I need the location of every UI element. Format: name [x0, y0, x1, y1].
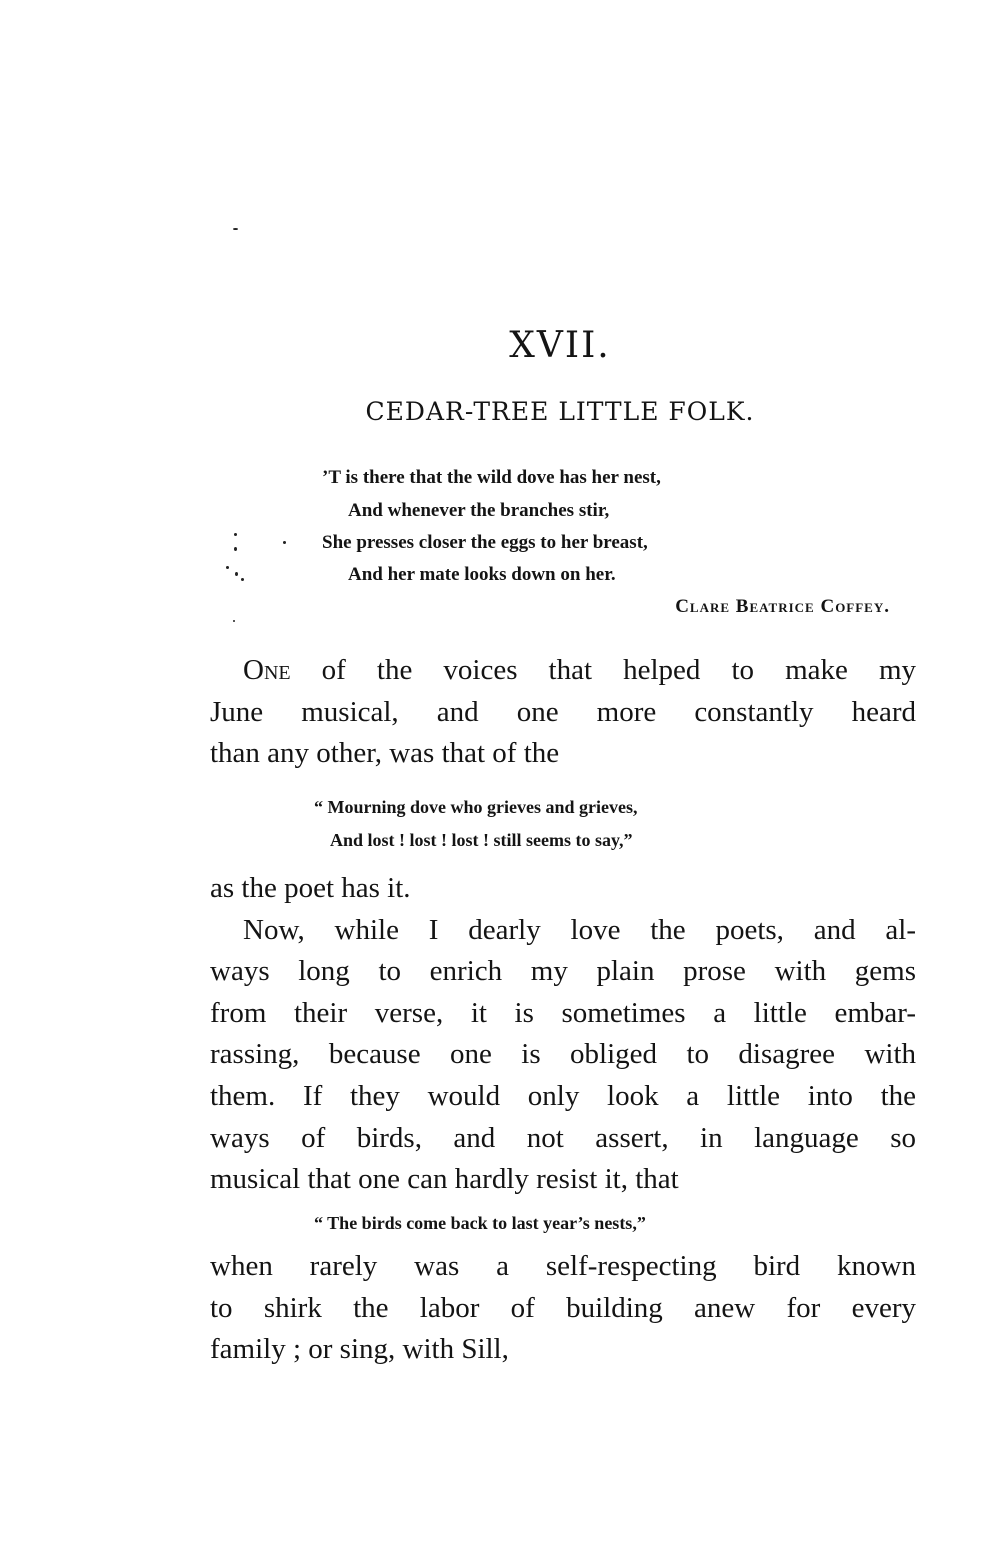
body-line: from their verse, it is sometimes a little embar-: [210, 997, 916, 1029]
body-line: family ; or sing, with Sill,: [210, 1333, 509, 1365]
chapter-title: CEDAR-TREE LITTLE FOLK.: [365, 397, 755, 426]
body-line: rassing, because one is obliged to disagree with: [210, 1038, 916, 1070]
body-line: when rarely was a self-respecting bird known: [210, 1250, 916, 1282]
quote-line: “ Mourning dove who grieves and grieves,: [314, 797, 638, 817]
body-line: to shirk the labor of building anew for every: [210, 1292, 916, 1324]
print-speck: [234, 547, 237, 551]
print-speck: [235, 572, 238, 576]
body-line: Now, while I dearly love the poets, and al-: [243, 914, 916, 946]
body-line: ways of birds, and not assert, in language so: [210, 1122, 916, 1154]
print-speck: [234, 533, 237, 536]
dropcap-word: One: [243, 654, 291, 686]
line-text: of the voices that helped to make my: [290, 654, 916, 686]
epigraph-line: And her mate looks down on her.: [348, 564, 616, 585]
epigraph-line: And whenever the branches stir,: [348, 500, 610, 521]
quote-line: And lost ! lost ! lost ! still seems to say,”: [330, 830, 633, 850]
body-line: than any other, was that of the: [210, 737, 560, 769]
print-speck: [283, 541, 286, 544]
body-line: [243, 654, 916, 687]
print-speck: [241, 578, 244, 581]
body-line: musical that one can hardly resist it, that: [210, 1163, 679, 1195]
epigraph-line: She presses closer the eggs to her breast,: [322, 532, 648, 553]
body-line: ways long to enrich my plain prose with gems: [210, 955, 916, 987]
chapter-number: XVII.: [509, 325, 611, 366]
quote-line: “ The birds come back to last year’s nests,”: [314, 1213, 646, 1233]
epigraph-attribution: Clare Beatrice Coffey.: [675, 596, 890, 617]
epigraph-line: ’T is there that the wild dove has her nest,: [322, 467, 661, 488]
body-line: them. If they would only look a little into the: [210, 1080, 916, 1112]
print-speck: [233, 228, 238, 230]
print-speck: [233, 620, 235, 622]
print-speck: [226, 566, 229, 569]
body-line: June musical, and one more constantly heard: [210, 696, 916, 728]
body-line: as the poet has it.: [210, 872, 411, 904]
